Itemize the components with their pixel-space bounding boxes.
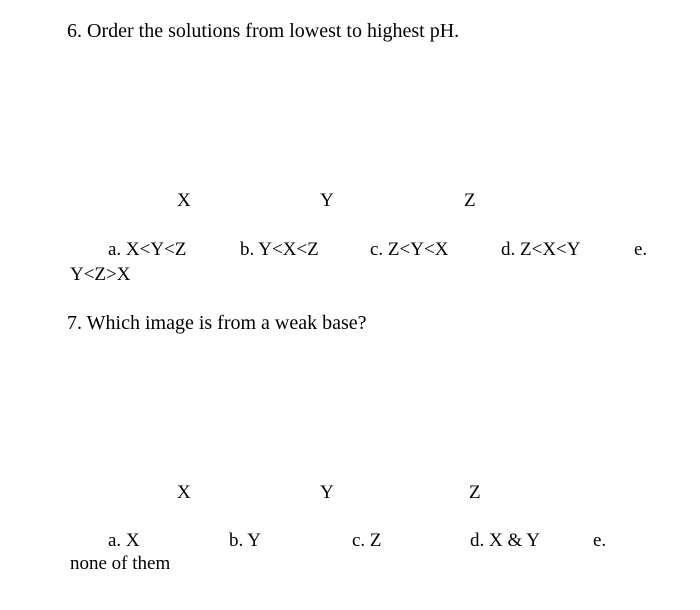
q6-option-d: d. Z<X<Y <box>501 239 581 260</box>
q7-image-label-y: Y <box>320 482 334 503</box>
q6-image-label-z: Z <box>464 190 476 211</box>
q6-option-c: c. Z<Y<X <box>370 239 449 260</box>
q7-image-label-z: Z <box>469 482 481 503</box>
q6-option-e-marker: e. <box>634 239 648 260</box>
question-6-prompt: 6. Order the solutions from lowest to highest pH. <box>67 20 460 42</box>
q7-option-e-marker: e. <box>593 530 607 551</box>
q6-option-a: a. X<Y<Z <box>108 239 187 260</box>
q7-option-b: b. Y <box>229 530 262 551</box>
q7-option-a: a. X <box>108 530 140 551</box>
question-7-prompt: 7. Which image is from a weak base? <box>67 312 367 334</box>
q6-option-b: b. Y<X<Z <box>240 239 319 260</box>
q7-option-e-text: none of them <box>70 553 171 574</box>
q7-image-label-x: X <box>177 482 191 503</box>
q7-option-c: c. Z <box>352 530 382 551</box>
q6-option-e-text: Y<Z>X <box>70 264 131 285</box>
q6-image-label-y: Y <box>320 190 334 211</box>
q6-image-label-x: X <box>177 190 191 211</box>
q7-option-d: d. X & Y <box>470 530 541 551</box>
